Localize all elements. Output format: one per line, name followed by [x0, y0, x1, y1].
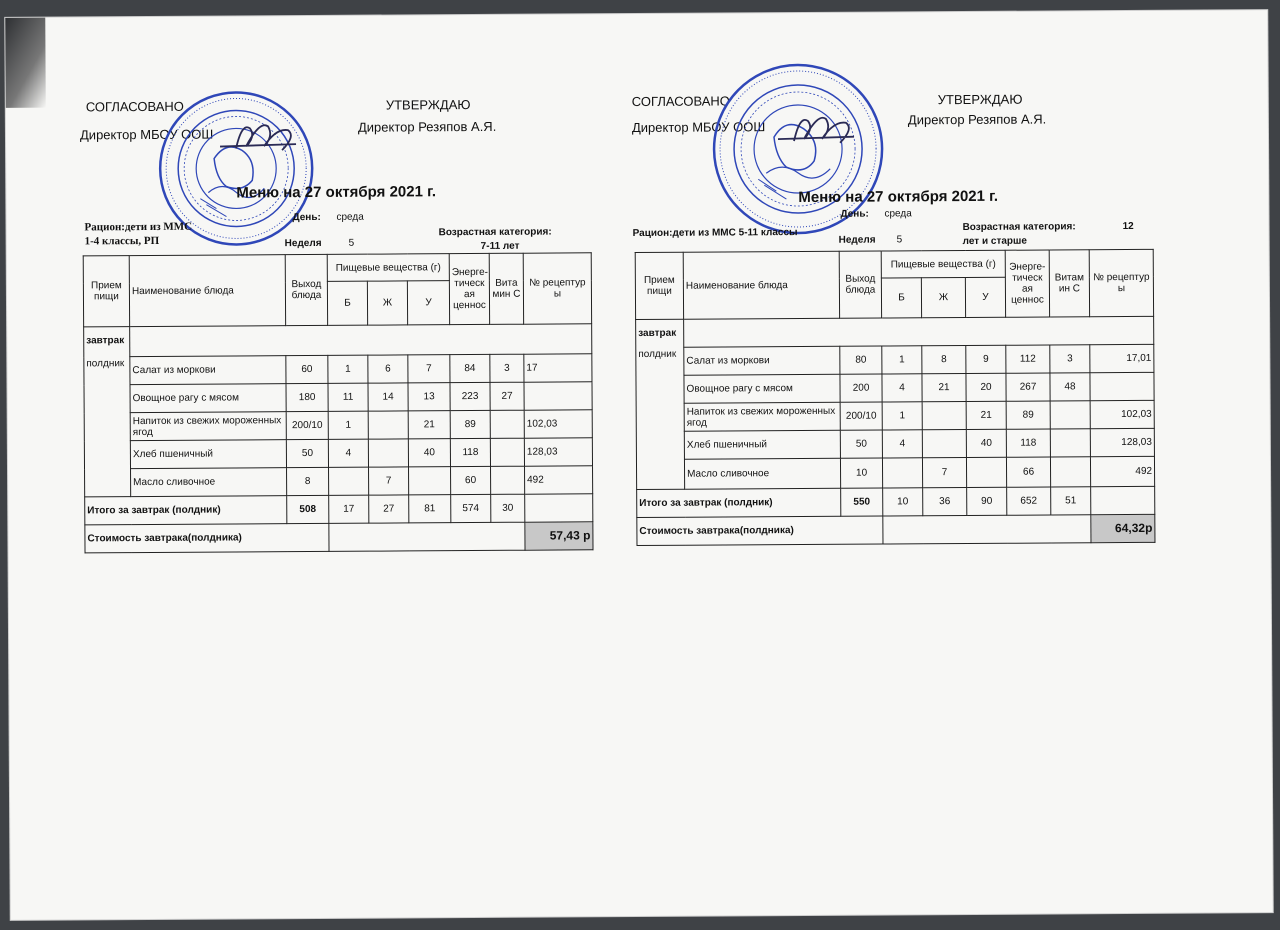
blank-row: [684, 316, 1154, 347]
row-zh: 21: [922, 374, 966, 402]
total-vit: 51: [1051, 487, 1091, 515]
row-recipe: [524, 382, 592, 410]
week-label: Неделя: [284, 237, 322, 250]
head-recipe: № рецептур ы: [523, 253, 591, 324]
row-yield: 80: [840, 346, 882, 374]
head-meal: Прием пищи: [635, 252, 683, 319]
blank-row: [130, 324, 592, 357]
row-dish: Овощное рагу с мясом: [130, 384, 286, 413]
row-u: [966, 457, 1006, 487]
row-vit: 48: [1050, 373, 1090, 401]
head-u: У: [407, 281, 449, 325]
ration-label: Рацион:дети из ММС: [84, 220, 193, 234]
week-value: 5: [896, 234, 903, 246]
row-recipe: 102,03: [1090, 400, 1154, 428]
head-dish: Наименование блюда: [129, 255, 285, 327]
row-recipe: [1090, 372, 1154, 400]
row-yield: 60: [286, 355, 328, 383]
row-energy: 89: [1006, 401, 1050, 429]
row-recipe: 102,03: [524, 410, 592, 438]
row-energy: 118: [1006, 429, 1050, 457]
row-u: 21: [966, 401, 1006, 429]
cost-value: 64,32р: [1091, 514, 1155, 542]
row-dish: Масло сливочное: [684, 458, 840, 489]
row-vit: [490, 438, 524, 466]
cost-value: 57,43 р: [525, 522, 593, 550]
head-zh: Ж: [367, 281, 407, 325]
total-zh: 36: [923, 487, 967, 515]
row-dish: Салат из моркови: [130, 356, 286, 385]
row-zh: 8: [922, 346, 966, 374]
cost-blank: [329, 522, 525, 551]
menu-title: Меню на 27 октября 2021 г.: [798, 187, 999, 207]
row-energy: 60: [451, 466, 491, 494]
menu-table: [83, 252, 594, 553]
row-dish: Напиток из свежих мороженных ягод: [684, 402, 840, 431]
row-zh: [922, 430, 966, 458]
row-dish: Овощное рагу с мясом: [684, 374, 840, 403]
row-u: 40: [408, 439, 450, 467]
total-vit: 30: [491, 494, 525, 522]
row-b: 4: [328, 439, 368, 467]
total-recipe: [525, 494, 593, 522]
total-energy: 652: [1007, 487, 1051, 515]
approve-label: УТВЕРЖДАЮ: [385, 97, 471, 113]
row-energy: 223: [450, 382, 490, 410]
row-zh: [922, 402, 966, 430]
head-vitamin: Вита мин С: [489, 253, 523, 324]
scanned-sheet: [5, 10, 1272, 920]
row-zh: 14: [368, 383, 408, 411]
row-dish: Салат из моркови: [684, 346, 840, 375]
row-energy: 267: [1006, 373, 1050, 401]
total-label: Итого за завтрак (полдник): [85, 496, 287, 525]
row-energy: 112: [1006, 345, 1050, 373]
agreed-by: Директор МБОУ ООШ: [79, 126, 214, 143]
total-b: 17: [329, 495, 369, 523]
row-dish: Масло сливочное: [131, 468, 287, 497]
head-nutrients: Пищевые вещества (г): [881, 250, 1005, 278]
approve-label: УТВЕРЖДАЮ: [937, 91, 1023, 108]
row-yield: 180: [286, 383, 328, 411]
approve-by: Директор Резяпов А.Я.: [907, 111, 1047, 128]
row-yield: 200: [840, 374, 882, 402]
meal-cell: [636, 319, 685, 489]
row-b: 11: [328, 383, 368, 411]
meal-snack: полдник: [86, 358, 125, 370]
row-recipe: 17: [524, 354, 592, 382]
scan-edge-shadow: [5, 18, 46, 108]
row-recipe: 128,03: [524, 438, 592, 466]
agreed-label: СОГЛАСОВАНО: [631, 93, 730, 110]
row-b: 4: [882, 374, 922, 402]
total-recipe: [1091, 486, 1155, 514]
row-b: 1: [882, 346, 922, 374]
ration-line2: 1-4 классы, РП: [84, 234, 160, 248]
head-energy: Энерге-тическ ая ценнос: [1005, 250, 1049, 317]
day-label: День:: [292, 211, 321, 224]
cost-label: Стоимость завтрака(полдника): [85, 523, 329, 552]
row-b: 4: [882, 430, 922, 458]
row-u: 7: [408, 355, 450, 383]
row-vit: [1050, 457, 1090, 487]
row-b: 1: [882, 402, 922, 430]
row-recipe: 128,03: [1090, 428, 1154, 456]
age-label: Возрастная категория:: [438, 226, 552, 239]
head-energy: Энерге-тическ ая ценнос: [449, 253, 489, 324]
day-value: среда: [336, 211, 364, 223]
row-vit: [490, 410, 524, 438]
menu-page-1-4: [75, 14, 591, 545]
cost-label: Стоимость завтрака(полдника): [637, 516, 883, 546]
row-u: 9: [966, 345, 1006, 373]
cost-blank: [883, 515, 1091, 544]
total-b: 10: [883, 488, 923, 516]
week-value: 5: [348, 237, 355, 249]
meal-breakfast: завтрак: [638, 327, 677, 340]
row-yield: 200/10: [840, 402, 882, 430]
row-b: 1: [328, 355, 368, 383]
head-zh: Ж: [921, 278, 965, 318]
menu-table: [635, 249, 1156, 546]
row-u: 40: [966, 429, 1006, 457]
head-b: Б: [327, 281, 367, 325]
row-dish: Хлеб пшеничный: [130, 440, 286, 469]
total-yield: 508: [287, 495, 329, 523]
row-u: 21: [408, 411, 450, 439]
row-recipe: 17,01: [1090, 344, 1154, 372]
row-zh: [368, 439, 408, 467]
total-u: 90: [967, 487, 1007, 515]
day-label: День:: [840, 208, 869, 220]
director-signature: [216, 116, 306, 157]
row-yield: 10: [840, 458, 882, 488]
head-nutrients: Пищевые вещества (г): [327, 254, 449, 282]
agreed-label: СОГЛАСОВАНО: [85, 98, 184, 115]
approve-by: Директор Резяпов А.Я.: [357, 118, 497, 135]
total-energy: 574: [451, 494, 491, 522]
row-vit: [1050, 429, 1090, 457]
row-energy: 89: [450, 410, 490, 438]
row-recipe: 492: [525, 466, 593, 494]
row-yield: 200/10: [286, 411, 328, 439]
head-u: У: [965, 277, 1005, 317]
head-recipe: № рецептур ы: [1089, 249, 1153, 316]
menu-title: Меню на 27 октября 2021 г.: [236, 183, 437, 202]
row-yield: 8: [287, 467, 329, 495]
row-zh: 6: [368, 355, 408, 383]
meal-snack: полдник: [638, 348, 677, 361]
day-value: среда: [884, 208, 912, 220]
ration-label: Рацион:дети из ММС 5-11 классы: [632, 227, 798, 240]
row-u: 20: [966, 373, 1006, 401]
director-signature: [774, 107, 864, 152]
row-u: 13: [408, 383, 450, 411]
total-u: 81: [409, 495, 451, 523]
head-meal: Прием пищи: [83, 256, 129, 327]
row-b: [329, 467, 369, 495]
row-vit: 27: [490, 382, 524, 410]
row-dish: Хлеб пшеничный: [684, 430, 840, 459]
row-vit: [1050, 401, 1090, 429]
row-energy: 84: [450, 354, 490, 382]
row-recipe: 492: [1090, 456, 1154, 486]
row-vit: 3: [1050, 345, 1090, 373]
row-yield: 50: [286, 439, 328, 467]
total-zh: 27: [369, 495, 409, 523]
row-zh: [368, 411, 408, 439]
meal-cell: [84, 327, 131, 497]
row-b: [882, 458, 922, 488]
row-zh: 7: [922, 457, 966, 487]
row-dish: Напиток из свежих мороженных ягод: [130, 412, 286, 441]
age-value: 12: [1122, 220, 1134, 233]
row-vit: 3: [490, 354, 524, 382]
row-vit: [491, 466, 525, 494]
total-label: Итого за завтрак (полдник): [637, 488, 841, 517]
row-zh: 7: [369, 467, 409, 495]
age-line2: лет и старше: [962, 235, 1027, 248]
row-b: 1: [328, 411, 368, 439]
head-vitamin: Витам ин С: [1049, 250, 1089, 317]
head-yield: Выход блюда: [839, 251, 881, 318]
menu-page-5-11: [625, 11, 1153, 537]
week-label: Неделя: [838, 234, 876, 246]
age-label: Возрастная категория:: [962, 221, 1076, 234]
head-dish: Наименование блюда: [683, 251, 839, 319]
row-energy: 66: [1006, 457, 1050, 487]
meal-breakfast: завтрак: [86, 335, 125, 347]
agreed-by: Директор МБОУ ООШ: [631, 119, 766, 136]
row-u: [409, 467, 451, 495]
total-yield: 550: [841, 488, 883, 516]
row-yield: 50: [840, 430, 882, 458]
row-energy: 118: [450, 438, 490, 466]
head-b: Б: [881, 278, 921, 318]
age-value: 7-11 лет: [480, 240, 520, 252]
head-yield: Выход блюда: [285, 254, 327, 325]
